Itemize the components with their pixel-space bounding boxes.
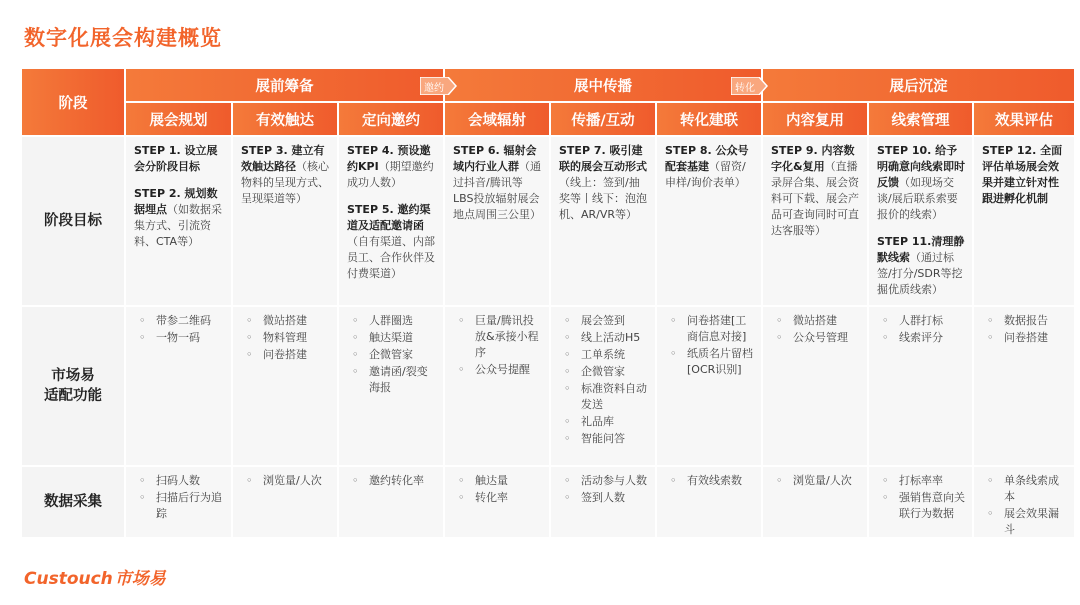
goal-step-detail: （留资/申样/询价表单） <box>665 159 746 189</box>
goal-step <box>134 143 225 175</box>
goal-step-detail: （如现场交谈/展后联系索要报价的线索） <box>877 175 958 221</box>
goal-step-detail: （自有渠道、内部员工、合作伙伴及付费渠道） <box>347 234 435 280</box>
data-cell <box>339 467 443 537</box>
goal-step-title: STEP 2. 规划数据埋点 <box>134 186 218 216</box>
feature-cell <box>869 307 972 465</box>
data-cell <box>869 467 972 537</box>
list-item: ◦ 一物一码 <box>156 330 225 346</box>
goal-step-detail: （如数据采集方式、引流资料、CTA等） <box>134 202 222 248</box>
list-item: ◦ 数据报告 <box>1004 313 1068 329</box>
list-item: ◦ 线索评分 <box>899 330 966 346</box>
logo-text-en: Custouch <box>24 569 113 589</box>
goal-step <box>559 143 649 223</box>
list-item: ◦ 标准资料自动发送 <box>581 381 649 413</box>
list-item: ◦ 转化率 <box>475 490 543 506</box>
goal-step-title: STEP 4. 预设邀约KPI <box>347 144 431 173</box>
goal-step <box>134 186 225 250</box>
feature-cell <box>445 307 549 465</box>
logo-text-cn: 市场易 <box>114 569 166 589</box>
goal-step-detail: （核心物料的呈现方式、呈现渠道等） <box>241 159 329 205</box>
page-title: 数字化展会构建概览 <box>24 26 222 50</box>
data-cell <box>974 467 1074 537</box>
list-item: ◦ 企微管家 <box>581 364 649 380</box>
row-label-data: 数据采集 <box>22 467 124 537</box>
goal-step-title: STEP 5. 邀约渠道及适配邀请函 <box>347 202 431 232</box>
column-header: 定向邀约 <box>339 103 443 135</box>
list-item: ◦ 扫码人数 <box>156 473 225 489</box>
arrow-convert <box>731 77 765 95</box>
data-cell-list <box>347 473 437 489</box>
goal-step-title: STEP 6. 辐射会域内行业人群 <box>453 144 537 173</box>
data-cell-list <box>559 473 649 506</box>
goal-cell <box>445 137 549 305</box>
overview-table <box>22 69 1063 536</box>
goal-cell <box>974 137 1074 305</box>
column-header: 会域辐射 <box>445 103 549 135</box>
goal-step <box>877 143 966 223</box>
data-cell-list <box>877 473 966 522</box>
list-item: ◦ 展会签到 <box>581 313 649 329</box>
column-header: 效果评估 <box>974 103 1074 135</box>
column-header: 展会规划 <box>126 103 231 135</box>
column-header: 转化建联 <box>657 103 761 135</box>
goal-step <box>771 143 861 239</box>
list-item: ◦ 微站搭建 <box>793 313 861 329</box>
goal-step-title: STEP 3. 建立有效触达路径 <box>241 144 325 173</box>
goal-step-title: STEP 1. 设立展会分阶段目标 <box>134 144 218 173</box>
list-item: ◦ 触达渠道 <box>369 330 437 346</box>
list-item: ◦ 企微管家 <box>369 347 437 363</box>
list-item: ◦ 微站搭建 <box>263 313 331 329</box>
list-item: ◦ 浏览量/人次 <box>263 473 331 489</box>
goal-cell <box>233 137 337 305</box>
arrow-invite <box>420 77 454 95</box>
arrow-convert-label: 转化 <box>735 82 755 94</box>
list-item: ◦ 问卷搭建 <box>263 347 331 363</box>
list-item: ◦ 智能问答 <box>581 431 649 447</box>
feature-cell-list <box>241 313 331 363</box>
goal-step <box>453 143 543 223</box>
list-item: ◦ 人群打标 <box>899 313 966 329</box>
list-item: ◦ 人群圈选 <box>369 313 437 329</box>
data-cell-list <box>453 473 543 506</box>
feature-cell <box>126 307 231 465</box>
goal-step <box>982 143 1068 207</box>
arrow-invite-label: 邀约 <box>424 82 444 94</box>
goal-step-detail: （通过标签/打分/SDR等挖掘优质线索） <box>877 250 963 296</box>
list-item: ◦ 邀请函/裂变海报 <box>369 364 437 396</box>
custouch-logo <box>24 564 166 589</box>
goal-step <box>347 143 437 191</box>
list-item: ◦ 纸质名片留档[OCR识别] <box>687 346 755 378</box>
feature-cell-list <box>453 313 543 378</box>
list-item: ◦ 线上活动H5 <box>581 330 649 346</box>
feature-cell-list <box>877 313 966 346</box>
data-cell-list <box>665 473 755 489</box>
goal-step-title: STEP 9. 内容数字化&复用 <box>771 144 855 173</box>
goal-step-title: STEP 11.清理静默线索 <box>877 234 965 264</box>
feature-cell-list <box>771 313 861 346</box>
list-item: ◦ 扫描后行为追踪 <box>156 490 225 522</box>
feature-cell-list <box>134 313 225 346</box>
data-cell <box>763 467 867 537</box>
row-label-features: 市场易 适配功能 <box>22 307 124 465</box>
goal-cell <box>657 137 761 305</box>
list-item: ◦ 强销售意向关联行为数据 <box>899 490 966 522</box>
goal-cell <box>126 137 231 305</box>
column-header: 线索管理 <box>869 103 972 135</box>
list-item: ◦ 问卷搭建[工商信息对接] <box>687 313 755 345</box>
list-item: ◦ 活动参与人数 <box>581 473 649 489</box>
data-cell <box>126 467 231 537</box>
goal-step-detail: （期望邀约成功人数） <box>347 159 434 189</box>
goal-step <box>347 202 437 282</box>
goal-cell <box>869 137 972 305</box>
list-item: ◦ 巨量/腾讯投放&承接小程序 <box>475 313 543 361</box>
goal-step <box>877 234 966 298</box>
goal-cell <box>763 137 867 305</box>
data-cell-list <box>982 473 1068 537</box>
list-item: ◦ 物料管理 <box>263 330 331 346</box>
list-item: ◦ 触达量 <box>475 473 543 489</box>
data-cell <box>551 467 655 537</box>
feature-cell <box>339 307 443 465</box>
phase-header-post-show: 展后沉淀 <box>763 69 1074 101</box>
feature-cell-list <box>665 313 755 378</box>
feature-cell <box>233 307 337 465</box>
feature-cell <box>657 307 761 465</box>
column-header: 传播/互动 <box>551 103 655 135</box>
list-item: ◦ 礼品库 <box>581 414 649 430</box>
feature-cell-list <box>559 313 649 447</box>
list-item: ◦ 问卷搭建 <box>1004 330 1068 346</box>
phase-header-during-show: 展中传播 <box>445 69 761 101</box>
feature-cell <box>763 307 867 465</box>
list-item: ◦ 公众号管理 <box>793 330 861 346</box>
goal-step-detail: （线上：签到/抽奖等丨线下：泡泡机、AR/VR等） <box>559 175 647 221</box>
list-item: ◦ 工单系统 <box>581 347 649 363</box>
goal-step-detail: （通过抖音/腾讯等LBS投放辐射展会地点周围三公里） <box>453 159 541 221</box>
goal-step-title: STEP 8. 公众号配套基建 <box>665 144 749 173</box>
data-cell <box>445 467 549 537</box>
list-item: ◦ 展会效果漏斗 <box>1004 506 1068 537</box>
goal-step-title: STEP 12. 全面评估单场展会效果并建立针对性跟进孵化机制 <box>982 144 1063 205</box>
column-header: 内容复用 <box>763 103 867 135</box>
list-item: ◦ 浏览量/人次 <box>793 473 861 489</box>
data-cell <box>657 467 761 537</box>
goal-step <box>665 143 755 191</box>
list-item: ◦ 单条线索成本 <box>1004 473 1068 505</box>
list-item: ◦ 带参二维码 <box>156 313 225 329</box>
goal-cell <box>551 137 655 305</box>
stage-header: 阶段 <box>22 69 124 135</box>
list-item: ◦ 签到人数 <box>581 490 649 506</box>
feature-cell <box>974 307 1074 465</box>
column-header: 有效触达 <box>233 103 337 135</box>
feature-cell-list <box>982 313 1068 346</box>
goal-step-title: STEP 7. 吸引建联的展会互动形式 <box>559 144 647 173</box>
data-cell <box>233 467 337 537</box>
list-item: ◦ 公众号提醒 <box>475 362 543 378</box>
goal-step <box>241 143 331 207</box>
list-item: ◦ 有效线索数 <box>687 473 755 489</box>
feature-cell-list <box>347 313 437 396</box>
goal-cell <box>339 137 443 305</box>
phase-header-pre-show: 展前筹备 <box>126 69 443 101</box>
goal-step-title: STEP 10. 给予明确意向线索即时反馈 <box>877 144 965 189</box>
data-cell-list <box>134 473 225 522</box>
feature-cell <box>551 307 655 465</box>
list-item: ◦ 邀约转化率 <box>369 473 437 489</box>
goal-step-detail: （直播录屏合集、展会资料可下载、展会产品可查询同时可直达客服等） <box>771 159 859 237</box>
data-cell-list <box>241 473 331 489</box>
row-label-goals: 阶段目标 <box>22 137 124 305</box>
data-cell-list <box>771 473 861 489</box>
list-item: ◦ 打标率率 <box>899 473 966 489</box>
